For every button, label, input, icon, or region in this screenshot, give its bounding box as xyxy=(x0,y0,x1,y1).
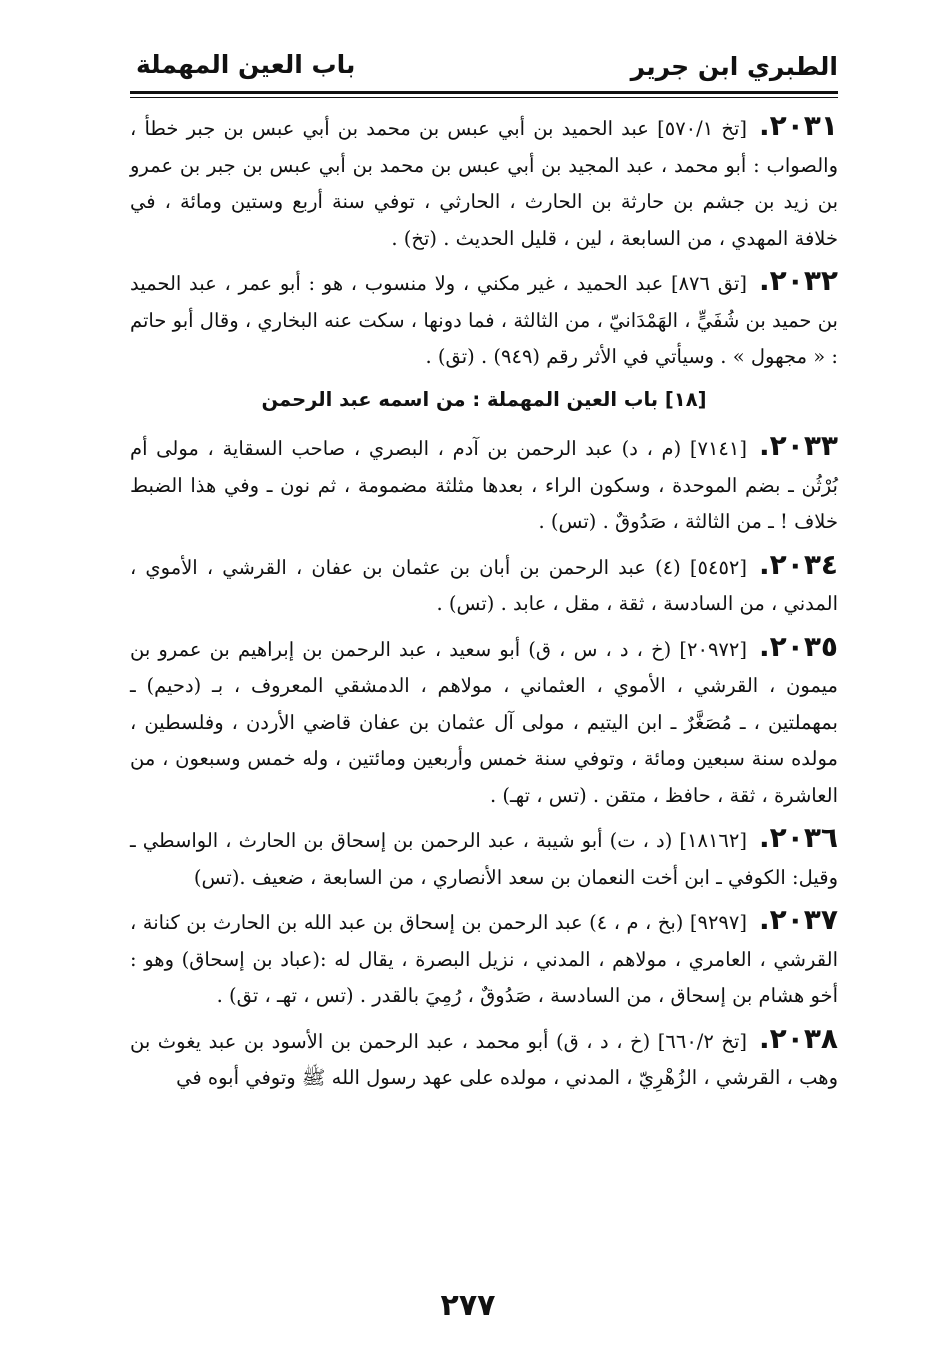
entry-text: [٥٤٥٢] (٤) عبد الرحمن بن أبان بن عثمان بن عفان ، القرشي ، الأموي ، المدني ، من السادسة ، ثقة ، مقل ، عابد . (تس) . xyxy=(130,555,838,615)
entry-2031 xyxy=(130,108,838,257)
entry-2037 xyxy=(130,902,838,1015)
entry-text: [١٨١٦٢] (د ، ت) أبو شيبة ، عبد الرحمن بن إسحاق بن الحارث ، الواسطي ـ وقيل: الكوفي ـ ابن أخت النعمان بن سعد الأنصاري ، من السابعة ، ضعيف .(تس) xyxy=(130,829,838,889)
entry-2036 xyxy=(130,820,838,896)
entry-number: ٢٠٣٥. xyxy=(759,629,838,663)
page-body xyxy=(130,108,838,1103)
chapter-title: باب العين المهملة xyxy=(136,50,356,79)
entry-number: ٢٠٣٦. xyxy=(759,821,838,854)
entry-number: ٢٠٣٧. xyxy=(758,903,838,936)
entry-2034 xyxy=(130,547,838,623)
entry-number: ٢٠٣٤. xyxy=(759,547,839,581)
entry-text: [٢٠٩٧٢] (خ ، د ، س ، ق) أبو سعيد ، عبد الرحمن بن إبراهيم بن عمرو بن ميمون ، القرشي ، الأموي ، العثماني ، مولاهم ، الدمشقي المعروف ، بـ (دحيم) ـ بمهملتين ، ـ مُصَغَّرٌ ـ ابن اليتيم ، مولى آل عثمان بن عفان قاضي الأردن ، وفلسطين ، مولده سنة سبعين ومائة ، وتوفي سنة خمس وأربعين ومائتين ، وله خمس وسبعون ، من العاشرة ، ثقة ، حافظ ، متقن . (تس ، تهـ) . xyxy=(130,637,838,807)
entry-text: [٧١٤١] (م ، د) عبد الرحمن بن آدم ، البصري ، صاحب السقاية ، مولى أم بُرْثُن ـ بضم الموحدة ، وسكون الراء ، بعدها مثلثة مضمومة ، ثم نون ـ وفي هذا الضبط خلاف ! ـ من الثالثة ، صَدُوقٌ . (تس) . xyxy=(130,437,838,533)
entry-number: ٢٠٣٢. xyxy=(759,264,838,297)
entry-2033 xyxy=(130,428,838,541)
entry-2035 xyxy=(130,629,838,815)
section-heading: [١٨] باب العين المهملة : من اسمه عبد الرحمن xyxy=(261,387,707,411)
entry-text: [٩٢٩٧] (بخ ، م ، ٤) عبد الرحمن بن إسحاق بن عبد الله بن الحارث بن كنانة ، القرشي ، العامري ، مولاهم ، المدني ، نزيل البصرة ، يقال له :(عباد بن إسحاق) وهو : أخو هشام بن إسحاق ، من السادسة ، صَدُوقٌ ، رُمِيَ بالقدر . (تس ، تهـ ، تق) . xyxy=(130,911,838,1007)
entry-number: ٢٠٣٣. xyxy=(759,429,838,462)
page-number: ٢٧٧ xyxy=(440,1288,496,1323)
header-rule-thick xyxy=(130,91,838,94)
book-title: الطبري ابن جرير xyxy=(630,52,838,81)
entry-number: ٢٠٣١. xyxy=(758,109,838,142)
header-rule-thin xyxy=(130,97,838,98)
entry-text: [تخ ٦٦٠/٢] (خ ، د ، ق) أبو محمد ، عبد الرحمن بن الأسود بن عبد يغوث بن وهب ، القرشي ، الزُهْرِيّ ، المدني ، مولده على عهد رسول الله ﷺ وتوفي أبوه في xyxy=(130,1029,838,1089)
entry-number: ٢٠٣٨. xyxy=(759,1021,838,1055)
entry-2038 xyxy=(130,1021,838,1097)
running-header xyxy=(130,42,838,92)
entry-text: [تخ ٥٧٠/١] عبد الحميد بن أبي عبس بن محمد بن أبي عبس بن جبر خطأ ، والصواب : أبو محمد ، عبد المجيد بن أبي عبس بن محمد بن أبي عبس بن جبر بن عمرو بن زيد بن جشم بن حارثة بن الحارث ، الحارثي ، توفي سنة أربع وستين ومائة ، في خلافة المهدي ، من السابعة ، لين ، قليل الحديث . (تخ) . xyxy=(130,117,838,250)
entry-text: [تق ٨٧٦] عبد الحميد ، غير مكني ، ولا منسوب ، هو : أبو عمر ، عبد الحميد بن حميد بن شُفَيٍّ ، الهَمْدَانيّ ، من الثالثة ، فما دونها ، سكت عنه البخاري ، وقال أبو حاتم : « مجهول » . وسيأتي في الأثر رقم (٩٤٩) . (تق) . xyxy=(130,272,838,368)
entry-2032 xyxy=(130,263,838,376)
